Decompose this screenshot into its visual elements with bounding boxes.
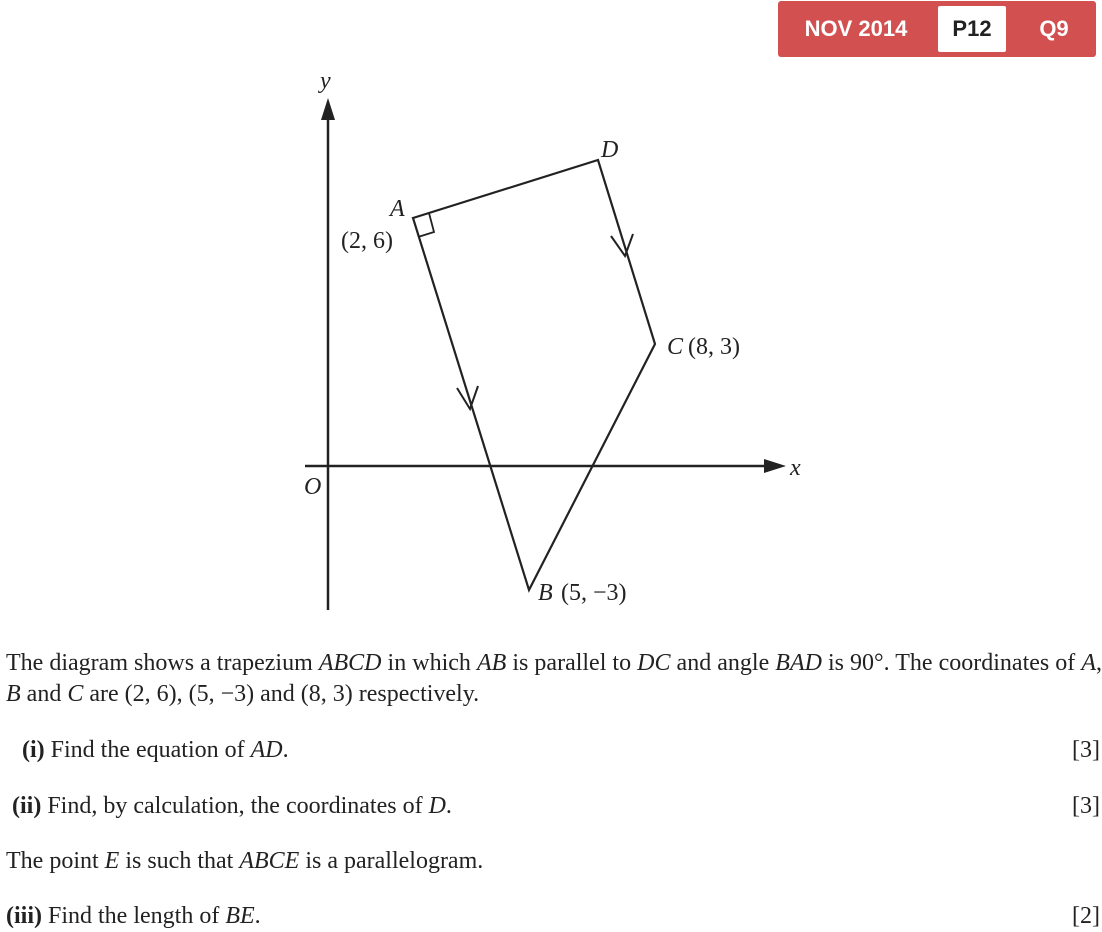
intro-text: AB (476, 650, 507, 676)
part-text: Find the length of (48, 903, 226, 929)
statement-text: is a parallelogram. (299, 848, 484, 874)
intro-text: DC (637, 650, 671, 676)
intro-text: and angle (670, 650, 776, 676)
part-marks: [3] (1072, 793, 1100, 819)
badge-session: NOV 2014 (804, 16, 908, 41)
part-text: . (254, 903, 261, 929)
intro-text: in which (381, 650, 477, 676)
part-text: D (428, 793, 446, 819)
intro-text: is parallel to (506, 650, 638, 676)
intro-text: BAD (775, 650, 822, 676)
question-part-i (6, 735, 1100, 765)
point-b-label: B (538, 580, 553, 606)
parallelogram-statement (6, 846, 483, 876)
point-d-label: D (601, 137, 619, 163)
part-marks: [3] (1072, 737, 1100, 763)
statement-text: The point (6, 848, 105, 874)
point-a-label: A (390, 196, 405, 222)
statement-text: is such that (119, 848, 240, 874)
point-a-coords: (2, 6) (341, 228, 393, 254)
badge-question: Q9 (1039, 16, 1069, 41)
trapezium-outline (413, 160, 655, 590)
part-text: Find the equation of (50, 737, 251, 763)
statement-text: E (104, 848, 120, 874)
question-intro (6, 648, 1102, 710)
y-axis-arrowhead (321, 98, 335, 120)
part-number: (ii) (12, 793, 42, 819)
badge-paper: P12 (938, 6, 1006, 52)
question-part-ii (6, 791, 1100, 821)
y-axis-label: y (320, 68, 331, 94)
part-number: (iii) (6, 903, 42, 929)
part-text: BE (225, 903, 255, 929)
part-number: (i) (22, 737, 45, 763)
part-text: AD (250, 737, 283, 763)
question-part-iii (6, 901, 1100, 931)
origin-label: O (304, 474, 322, 500)
intro-text: , (1096, 650, 1102, 676)
intro-text: B (6, 681, 21, 707)
point-c-coords: (8, 3) (688, 334, 740, 360)
intro-text: is 90°. The coordinates of (821, 650, 1082, 676)
part-text: . (282, 737, 289, 763)
part-marks: [2] (1072, 903, 1100, 929)
point-c-label: C (667, 334, 684, 360)
intro-text: and (20, 681, 68, 707)
intro-text: are (2, 6), (5, −3) and (8, 3) respectively. (83, 681, 480, 707)
x-axis-label: x (790, 455, 801, 481)
statement-text: ABCE (239, 848, 300, 874)
point-b-coords: (5, −3) (561, 580, 627, 606)
intro-text: The diagram shows a trapezium (6, 650, 319, 676)
part-text: Find, by calculation, the coordinates of (47, 793, 429, 819)
intro-text: C (67, 681, 84, 707)
x-axis-arrowhead (764, 459, 786, 473)
intro-text: ABCD (318, 650, 382, 676)
intro-text: A (1081, 650, 1097, 676)
part-text: . (445, 793, 452, 819)
